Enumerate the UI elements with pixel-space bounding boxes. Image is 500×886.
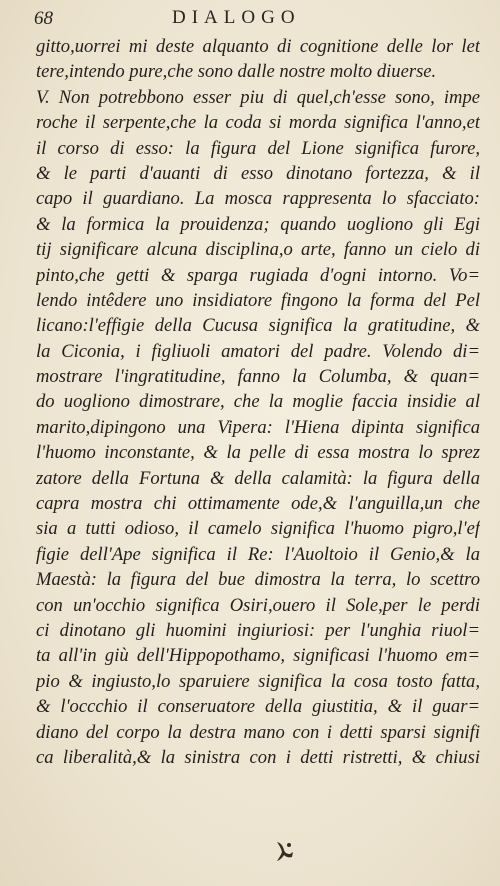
text-line: ta all'in giù dell'Hippopothamo, significasi l'huomo em=: [36, 645, 480, 667]
text-line: la Ciconia, i figliuoli amatori del padre. Volendo di=: [36, 340, 480, 362]
text-line: ca liberalità,& la sinistra con i detti ristretti, & chiusi: [36, 746, 480, 768]
text-line: licano:l'effigie della Cucusa significa la gratitudine, &: [36, 315, 480, 337]
text-line: con un'occhio significa Osiri,ouero il Sole,per le perdi: [36, 594, 480, 616]
body-text: [36, 34, 480, 770]
text-line: gitto,uorrei mi deste alquanto di cognitione delle lor let: [36, 36, 480, 57]
text-line: figie dell'Ape significa il Re: l'Auoltoio il Genio,& la: [36, 543, 480, 565]
text-line: sia a tutti odioso, il camelo significa l'huomo pigro,l'ef: [36, 518, 480, 540]
text-line: ci dinotano gli huomini ingiuriosi: per l'unghia riuol=: [36, 619, 480, 641]
text-line: pio & ingiusto,lo sparuiere significa la cosa tosto fatta,: [36, 670, 480, 692]
text-line: & l'occchio il conseruatore della giustitia, & il guar=: [36, 696, 480, 718]
text-line: il corso di esso: la figura del Lione significa furore,: [36, 137, 480, 159]
text-line: mostrare l'ingratitudine, fanno la Columba, & quan=: [36, 366, 480, 388]
text-line: do uogliono dimostrare, che la moglie faccia insidie al: [36, 391, 480, 413]
text-line: & le parti d'auanti di esso dinotano fortezza, & il: [36, 162, 480, 184]
text-line: marito,dipingono una Vipera: l'Hiena dipinta significa: [36, 416, 480, 438]
text-line: V. Non potrebbono esser piu di quel,ch'esse sono, impe: [36, 86, 480, 108]
text-line: l'huomo inconstante, & la pelle di essa mostra lo sprez: [36, 442, 480, 464]
text-line: & la formica la prouidenza; quando uogliono gli Egi: [36, 213, 480, 235]
text-line: pinto,che getti & sparga rugiada d'ogni intorno. Vo=: [36, 264, 480, 286]
text-line: lendo intêdere uno insidiatore fingono la forma del Pel: [36, 289, 480, 311]
text-line: tij significare alcuna disciplina,o arte, fanno un cielo di: [36, 239, 480, 261]
text-line: tere,intendo pure,che sono dalle nostre molto diuerse.: [36, 61, 437, 83]
printer-ornament-icon: [274, 839, 296, 863]
text-line: diano del corpo la destra mano con i detti sparsi signifi: [36, 721, 480, 743]
running-head: DIALOGO: [172, 7, 301, 28]
page-number: 68: [34, 8, 53, 29]
text-line: capo il guardiano. La mosca rappresenta lo sfacciato:: [36, 188, 480, 210]
text-line: roche il serpente,che la coda si morda significa l'anno,et: [36, 112, 480, 134]
text-line: zatore della Fortuna & della calamità: la figura della: [36, 467, 480, 489]
page-header: [34, 6, 364, 32]
text-line: capra mostra chi ottimamente ode,& l'anguilla,un che: [36, 493, 480, 515]
text-line: Maestà: la figura del bue dimostra la terra, lo scettro: [36, 569, 480, 591]
